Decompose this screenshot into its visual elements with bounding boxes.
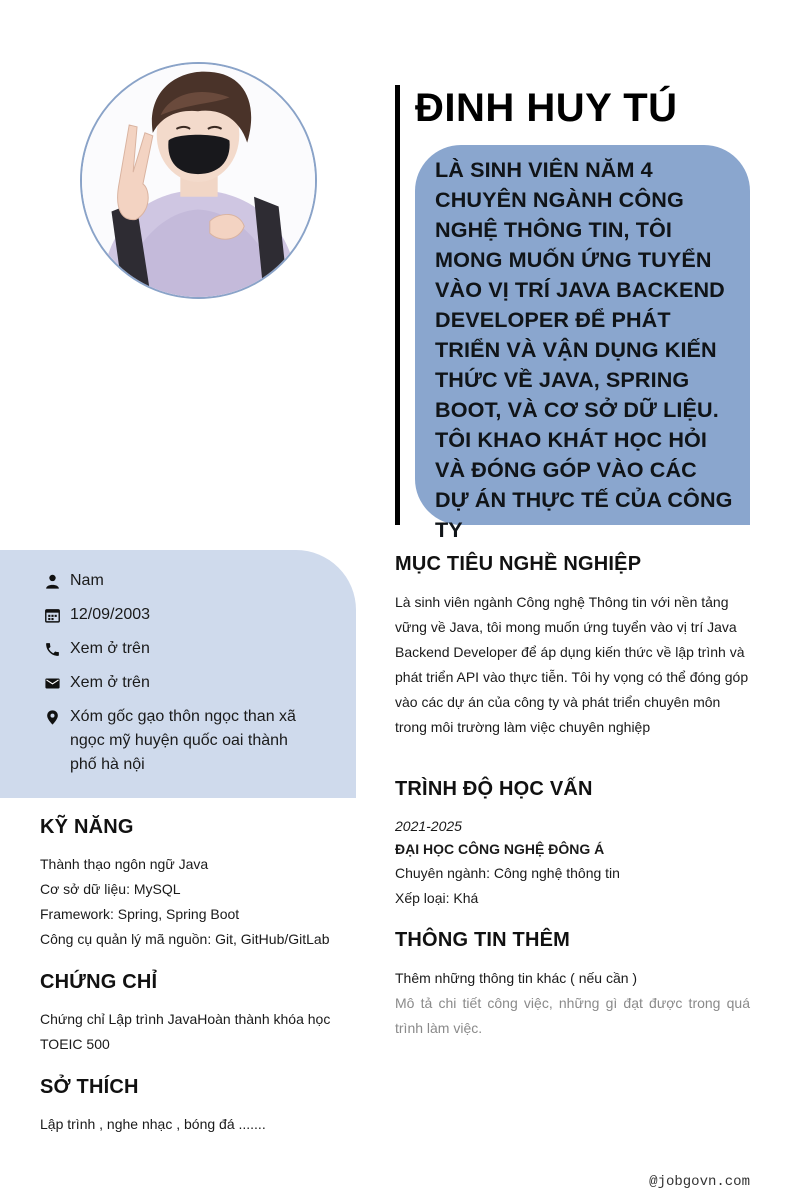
contact-email xyxy=(40,671,310,695)
summary-text: LÀ SINH VIÊN NĂM 4 CHUYÊN NGÀNH CÔNG NGHỆ THÔNG TIN, TÔI MONG MUỐN ỨNG TUYỂN VÀO VỊ TRÍ JAVA BACKEND DEVELOPER ĐỂ PHÁT TRIỂN VÀ VẬN DỤNG KIẾN THỨC VỀ JAVA, SPRING BOOT, VÀ CƠ SỞ DỮ LIỆU. TÔI KHAO KHÁT HỌC HỎI VÀ ĐÓNG GÓP VÀO CÁC DỰ ÁN THỰC TẾ CỦA CÔNG TY xyxy=(435,157,733,542)
mail-icon xyxy=(40,671,64,695)
education-heading: TRÌNH ĐỘ HỌC VẤN xyxy=(395,778,593,800)
contact-phone xyxy=(40,637,310,661)
hobbies-text xyxy=(40,1112,266,1137)
education-block xyxy=(395,815,755,911)
objective-text: Là sinh viên ngành Công nghệ Thông tin với nền tảng vững về Java, tôi mong muốn ứng tuyển vào vị trí Java Backend Developer để áp dụng kiến thức về lập trình và phát triển API vào thực tiễn. Tôi hy vọng có thể đóng góp vào các dự án của công ty và phát triển chuyên môn trong môi trường làm việc chuyên nghiệp xyxy=(395,594,749,735)
list-item: Thành thạo ngôn ngữ Java xyxy=(40,856,209,872)
skills-list xyxy=(40,852,330,952)
contact-address xyxy=(40,705,310,777)
name-accent-bar xyxy=(395,85,400,525)
extra-heading: THÔNG TIN THÊM xyxy=(395,929,571,951)
list-item: Cơ sở dữ liệu: MySQL xyxy=(40,881,181,897)
extra-block xyxy=(395,966,750,1041)
candidate-name: ĐINH HUY TÚ xyxy=(415,86,678,130)
list-item: Công cụ quản lý mã nguồn: Git, GitHub/GitLab xyxy=(40,931,330,947)
skills-heading: KỸ NĂNG xyxy=(40,816,134,838)
education-rank: Xếp loại: Khá xyxy=(395,890,479,906)
location-pin-icon xyxy=(40,705,64,729)
phone-icon xyxy=(40,637,64,661)
certificates-list xyxy=(40,1007,330,1057)
avatar xyxy=(80,62,317,299)
list-item: TOEIC 500 xyxy=(40,1036,110,1052)
hobbies-line: Lập trình , nghe nhạc , bóng đá ....... xyxy=(40,1116,266,1132)
gender-value: Nam xyxy=(70,572,104,589)
phone-value: Xem ở trên xyxy=(70,640,150,657)
person-icon xyxy=(40,569,64,593)
address-value: Xóm gốc gạo thôn ngọc than xã ngọc mỹ huyện quốc oai thành phố hà nội xyxy=(70,708,296,773)
calendar-icon xyxy=(40,603,64,627)
contact-gender xyxy=(40,569,310,593)
certificates-heading: CHỨNG CHỈ xyxy=(40,971,158,993)
list-item: Framework: Spring, Spring Boot xyxy=(40,906,240,922)
education-major: Chuyên ngành: Công nghệ thông tin xyxy=(395,865,620,881)
email-value: Xem ở trên xyxy=(70,674,150,691)
avatar-illustration xyxy=(82,64,315,297)
birthday-value: 12/09/2003 xyxy=(70,606,151,623)
extra-line-2: Mô tả chi tiết công việc, những gì đạt được trong quá trình làm việc. xyxy=(395,995,750,1036)
education-school: ĐẠI HỌC CÔNG NGHỆ ĐÔNG Á xyxy=(395,841,605,857)
objective-heading: MỤC TIÊU NGHỀ NGHIỆP xyxy=(395,553,642,575)
education-years: 2021-2025 xyxy=(395,818,462,834)
contact-birthday xyxy=(40,603,310,627)
list-item: Chứng chỉ Lập trình JavaHoàn thành khóa học xyxy=(40,1011,331,1027)
summary-box xyxy=(415,145,750,542)
hobbies-heading: SỞ THÍCH xyxy=(40,1076,139,1098)
extra-line-1: Thêm những thông tin khác ( nếu cần ) xyxy=(395,970,638,986)
watermark: @jobgovn.com xyxy=(649,1174,750,1190)
